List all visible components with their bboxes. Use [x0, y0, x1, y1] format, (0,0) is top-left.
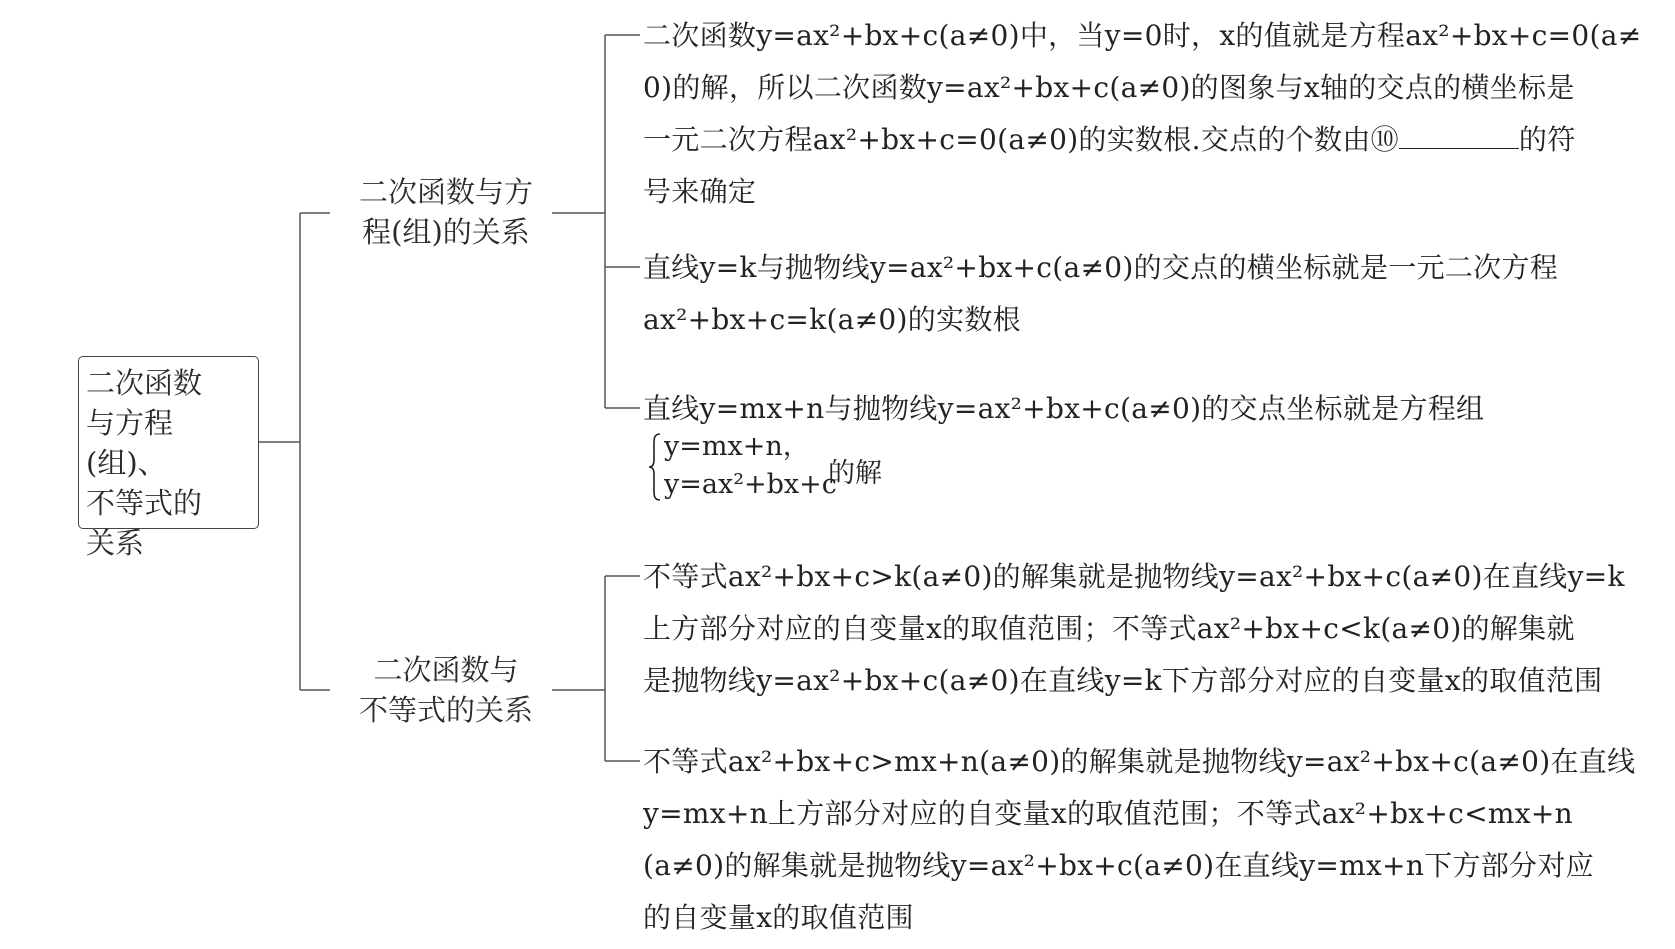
branch-inequality-relation: [340, 650, 552, 730]
leaf-2-2-line-4: 的自变量x的取值范围: [643, 901, 914, 934]
system-equation-1: y=mx+n，: [664, 431, 810, 462]
leaf-2-1-line-2: 上方部分对应的自变量x的取值范围；不等式ax²+bx+c<k(a≠0)的解集就: [643, 612, 1575, 645]
branch-1-line-2: 程(组)的关系: [362, 215, 530, 249]
leaf-1-1-line-1: 二次函数y=ax²+bx+c(a≠0)中，当y=0时，x的值就是方程ax²+bx+c=0(a≠: [643, 19, 1642, 52]
leaf-line-y-equals-k: [643, 242, 1658, 346]
root-line-3: 不等式的: [86, 486, 203, 520]
left-brace-icon: [648, 432, 662, 502]
branch-2-line-1: 二次函数与: [373, 653, 519, 687]
answer-blank-10[interactable]: [1399, 120, 1519, 149]
leaf-1-1-line-2: 0)的解，所以二次函数y=ax²+bx+c(a≠0)的图象与x轴的交点的横坐标是: [643, 71, 1575, 104]
leaf-2-1-line-1: 不等式ax²+bx+c>k(a≠0)的解集就是抛物线y=ax²+bx+c(a≠0)在直线y=k: [643, 560, 1625, 593]
leaf-1-2-line-1: 直线y=k与抛物线y=ax²+bx+c(a≠0)的交点的横坐标就是一元二次方程: [643, 251, 1559, 284]
leaf-2-2-line-1: 不等式ax²+bx+c>mx+n(a≠0)的解集就是抛物线y=ax²+bx+c(a≠0)在直线: [643, 745, 1636, 778]
leaf-1-1-line-3: [643, 114, 1658, 166]
root-line-2: 与方程(组)、: [86, 406, 174, 480]
root-line-1: 二次函数: [86, 366, 203, 400]
leaf-1-1-line-3-suffix: 的符: [1518, 123, 1576, 156]
leaf-2-2-line-3: (a≠0)的解集就是抛物线y=ax²+bx+c(a≠0)在直线y=mx+n下方部分对应: [643, 849, 1594, 882]
system-suffix: 的解: [828, 458, 882, 489]
root-line-4: 关系: [86, 526, 145, 560]
leaf-1-3-line-1: 直线y=mx+n与抛物线y=ax²+bx+c(a≠0)的交点坐标就是方程组: [643, 392, 1485, 425]
leaf-x-axis-intersection: [643, 10, 1658, 218]
leaf-inequality-k: [643, 551, 1658, 707]
branch-equation-relation: [340, 172, 552, 252]
leaf-2-2-line-2: y=mx+n上方部分对应的自变量x的取值范围；不等式ax²+bx+c<mx+n: [643, 797, 1573, 830]
branch-1-line-1: 二次函数与方: [358, 175, 533, 209]
leaf-inequality-mx-n: [643, 736, 1658, 944]
system-equation-2: y=ax²+bx+c: [664, 469, 837, 500]
leaf-2-1-line-3: 是抛物线y=ax²+bx+c(a≠0)在直线y=k下方部分对应的自变量x的取值范围: [643, 664, 1603, 697]
leaf-1-1-line-4: 号来确定: [643, 175, 757, 208]
root-node: [78, 356, 259, 560]
leaf-1-2-line-2: ax²+bx+c=k(a≠0)的实数根: [643, 303, 1021, 336]
leaf-1-1-line-3-text: 一元二次方程ax²+bx+c=0(a≠0)的实数根.交点的个数由⑩: [643, 123, 1399, 156]
branch-2-line-2: 不等式的关系: [358, 693, 533, 727]
